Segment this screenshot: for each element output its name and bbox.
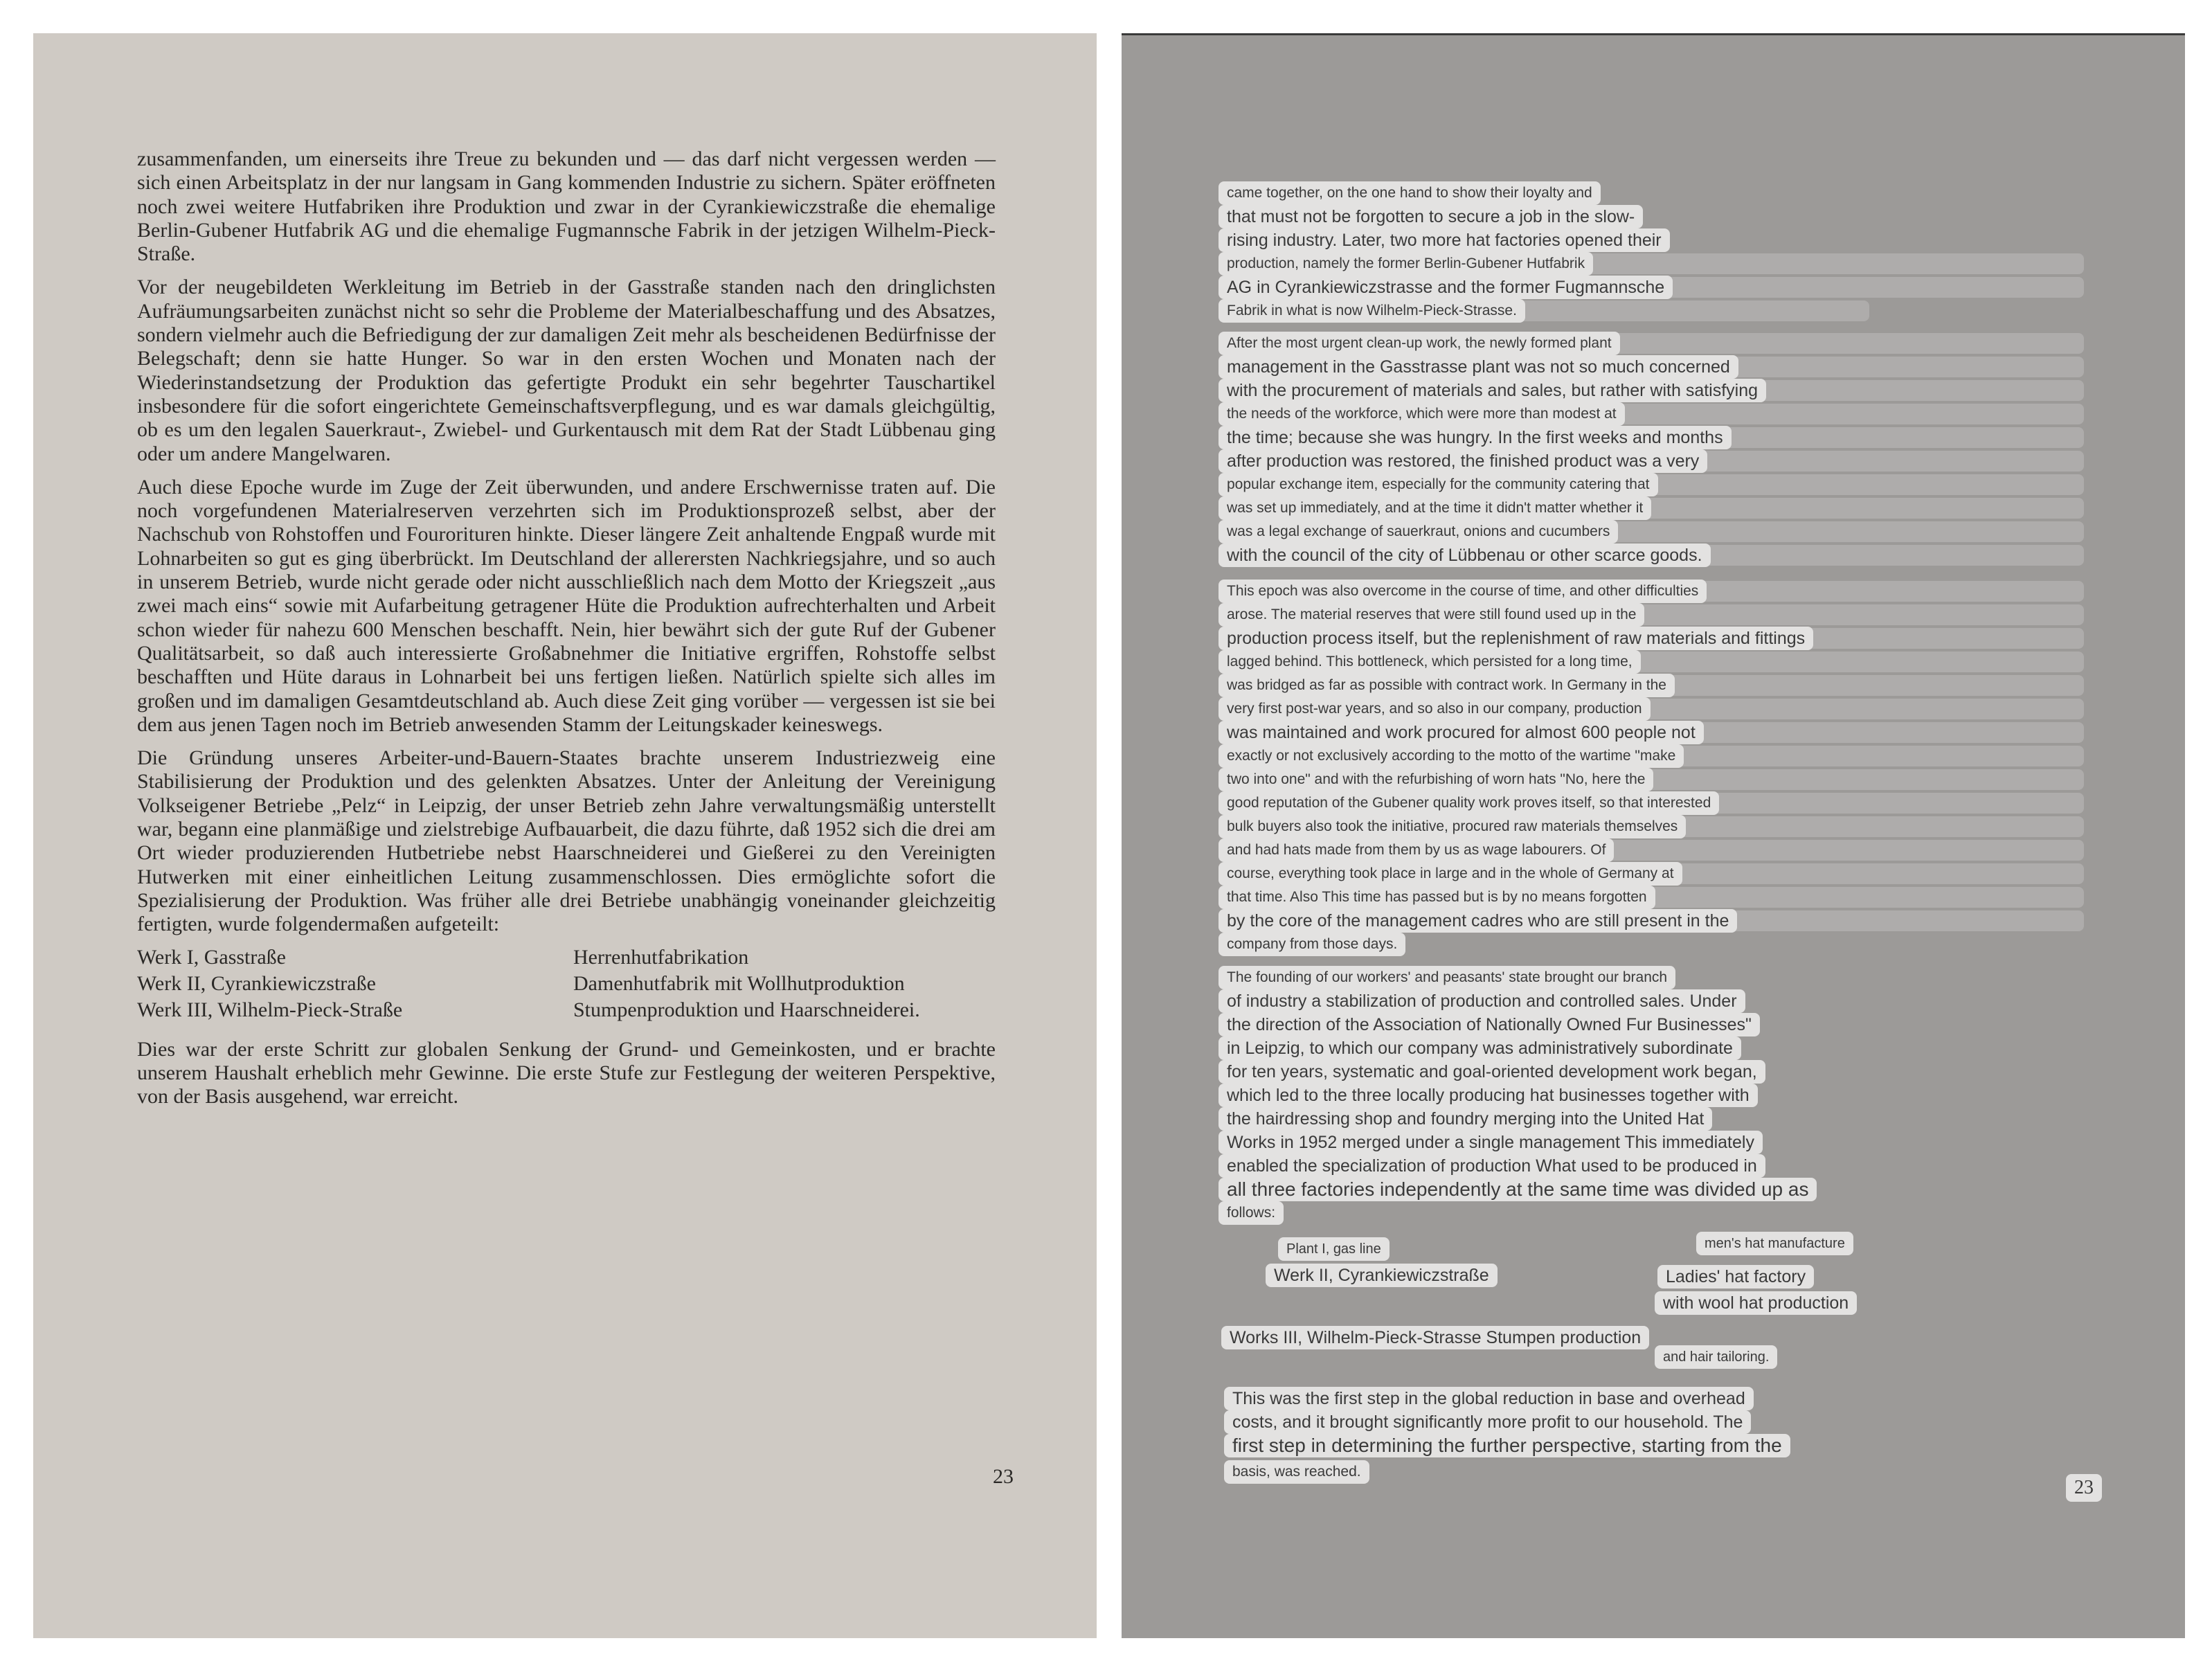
translated-line-text: very first post-war years, and so also in our company, production (1219, 697, 1651, 721)
translated-line-text: first step in determining the further perspective, starting from the (1224, 1434, 1790, 1457)
translated-english-page (1122, 33, 2185, 1638)
original-german-page (33, 33, 1097, 1638)
translation-closing (1122, 35, 2185, 1638)
translated-line-text: AG in Cyrankiewiczstrasse and the former Fugmannsche (1219, 276, 1673, 299)
translated-line-text: was a legal exchange of sauerkraut, onions and cucumbers (1219, 520, 1618, 544)
translated-line-text: of industry a stabilization of production and controlled sales. Under (1219, 989, 1745, 1013)
translated-line-text: course, everything took place in large and in the whole of Germany at (1219, 862, 1682, 886)
original-text-block (137, 147, 996, 1118)
page-number: 23 (2066, 1474, 2102, 1502)
translation-table-product: Ladies' hat factory (1657, 1265, 1814, 1289)
original-closing-paragraph: Dies war der erste Schritt zur globalen Senkung der Grund- und Gemeinkosten, und er brachte unserem Haushalt erheblich mehr Gewinne. Die erste Stufe zur Festlegung der weiteren Perspektive, von der Basis ausgehend, war erreicht. (137, 1037, 996, 1108)
original-paragraph: Auch diese Epoche wurde im Zuge der Zeit überwunden, und andere Erschwernisse traten auf. Die noch vorgefundenen Materialreserven verzehrten sich im Produktionsprozeß selbst, aber der Nachschub von Rohstoffen und Fourorituren hinkte. Dieser längere Zeit anhaltende Engpaß wurde mit Lohnarbeiten so gut es ging überbrückt. Im Deutschland der allerersten Nachkriegsjahre, und so auch in unserem Betrieb, wurde nicht gerade oder nicht ausschließlich nach dem Motto der Kriegszeit „aus zwei mach eins“ sowie mit Aufarbeitung getragener Hüte die Produktion aufrechterhalten und Arbeit schon wieder für nahezu 600 Menschen beschafft. Nein, hier bewährt sich der gute Ruf der Gubener Qualitätsarbeit, so daß auch interessierte Großabnehmer die Initiative ergriffen, Rohstoffe selbst beschafften und Hüte daraus in Lohnarbeit bei uns fertigen ließen. Natürlich spielte sich alles im großen und im damaligen Gesamtdeutschland ab. Auch diese Zeit ging vorüber — vergessen ist sie bei dem aus jenen Tagen noch im Betrieb anwesenden Stamm der Leitungskader keineswegs. (137, 475, 996, 736)
translated-line-text: in Leipzig, to which our company was administratively subordinate (1219, 1036, 1741, 1060)
translation-table-plant: Plant I, gas line (1278, 1237, 1390, 1261)
translated-line-text: This epoch was also overcome in the course of time, and other difficulties (1219, 580, 1707, 603)
translated-line-text: was bridged as far as possible with contract work. In Germany in the (1219, 674, 1675, 697)
translated-line-text: company from those days. (1219, 933, 1405, 956)
translated-line-text: basis, was reached. (1224, 1460, 1369, 1484)
translated-line-text: that must not be forgotten to secure a job in the slow- (1219, 205, 1643, 228)
translated-line-text: exactly or not exclusively according to the motto of the wartime "make (1219, 744, 1684, 768)
werk-row (137, 973, 996, 999)
translated-line-text: enabled the specialization of production What used to be produced in (1219, 1154, 1765, 1178)
translated-line-text: all three factories independently at the same time was divided up as (1219, 1178, 1817, 1201)
translated-line-text: the time; because she was hungry. In the first weeks and months (1219, 426, 1732, 449)
translated-line-text: by the core of the management cadres who are still present in the (1219, 909, 1737, 933)
translation-table-plant: Werk II, Cyrankiewiczstraße (1266, 1264, 1498, 1287)
translated-line-text: After the most urgent clean-up work, the newly formed plant (1219, 332, 1620, 355)
translated-line-text: the needs of the workforce, which were more than modest at (1219, 402, 1625, 426)
translated-line-text: follows: (1219, 1201, 1284, 1225)
werk-name: Werk III, Wilhelm-Pieck-Straße (137, 998, 403, 1021)
translated-line-text: popular exchange item, especially for the community catering that (1219, 473, 1658, 496)
original-paragraph: zusammenfanden, um einerseits ihre Treue zu bekunden und — das darf nicht vergessen werden — sich einen Arbeitsplatz in der nur langsam in Gang kommenden Industrie zu sichern. Später eröffneten noch zwei weitere Hutfabriken ihre Produktion und zwar in der Cyrankiewiczstraße die ehemalige Berlin-Gubener Hutfabrik AG und die ehemalige Fugmannsche Fabrik in der jetzigen Wilhelm-Pieck-Straße. (137, 147, 996, 266)
translated-line-text: Fabrik in what is now Wilhelm-Pieck-Strasse. (1219, 299, 1525, 323)
translated-line-text: good reputation of the Gubener quality work proves itself, so that interested (1219, 791, 1719, 815)
translated-line-text: the hairdressing shop and foundry merging into the United Hat (1219, 1107, 1712, 1131)
translated-line-text: after production was restored, the finished product was a very (1219, 449, 1707, 473)
werk-table (137, 946, 996, 1025)
translated-line-text: arose. The material reserves that were still found used up in the (1219, 603, 1644, 627)
werk-name: Werk II, Cyrankiewiczstraße (137, 971, 376, 995)
translated-line-text: The founding of our workers' and peasants' state brought our branch (1219, 966, 1675, 989)
werk-row (137, 999, 996, 1025)
translated-line-text: lagged behind. This bottleneck, which persisted for a long time, (1219, 650, 1641, 674)
translation-table-product: and hair tailoring. (1655, 1345, 1777, 1369)
translated-line-text: production, namely the former Berlin-Gubener Hutfabrik (1219, 252, 1593, 276)
translated-line-text: with the procurement of materials and sales, but rather with satisfying (1219, 379, 1766, 402)
translated-line-text: with the council of the city of Lübbenau or other scarce goods. (1219, 544, 1711, 567)
translated-line-text: which led to the three locally producing hat businesses together with (1219, 1084, 1758, 1107)
translated-line-text: costs, and it brought significantly more profit to our household. The (1224, 1410, 1751, 1434)
translated-line-text: bulk buyers also took the initiative, procured raw materials themselves (1219, 815, 1686, 838)
translation-table-plant: Works III, Wilhelm-Pieck-Strasse Stumpen production (1221, 1326, 1649, 1349)
original-paragraph: Vor der neugebildeten Werkleitung im Betrieb in der Gasstraße standen nach den dringlichsten Aufräumungsarbeiten zunächst nicht so sehr die Probleme der Materialbeschaffung und des Absatzes, sondern vielmehr auch die Befriedigung der zur damaligen Zeit mehr als bescheidenen Bedürfnisse der Belegschaft; denn sie hatte Hunger. So war in den ersten Wochen und Monaten nach der Wiederinstandsetzung der Produktion das gefertigte Produkt ein sehr begehrter Tauschartikel insbesondere für die sofort eingerichtete Gemeinschaftsverpflegung, und es war damals gleichgültig, ob es um den legalen Sauerkraut-, Zwiebel- und Gurkentausch mit dem Rat der Stadt Lübbenau ging oder um andere Mangelwaren. (137, 276, 996, 465)
werk-product: Stumpenproduktion und Haarschneiderei. (573, 998, 920, 1021)
werk-name: Werk I, Gasstraße (137, 945, 286, 969)
original-paragraph: Die Gründung unseres Arbeiter-und-Bauern-Staates brachte unserem Industriezweig eine Stabilisierung der Produktion und des gelenkten Absatzes. Unter der Anleitung der Vereinigung Volkseigener Betriebe „Pelz“ in Leipzig, der unser Betrieb zehn Jahre verwaltungsmäßig unterstellt war, begann eine planmäßige und zielstrebige Aufbauarbeit, die dazu führte, daß 1952 sich die drei am Ort wieder produzierenden Hutbetriebe nebst Haarschneiderei und Gießerei zu den Vereinigten Hutwerken mit einer einheitlichen Leitung zusammenschlossen. Dies ermöglichte sofort die Spezialisierung der Produktion. Was früher alle drei Betriebe unabhängig voneinander gleichzeitig fertigten, wurde folgendermaßen aufgeteilt: (137, 746, 996, 936)
translated-line-text: This was the first step in the global reduction in base and overhead (1224, 1387, 1754, 1410)
translated-line-text: was maintained and work procured for almost 600 people not (1219, 721, 1704, 744)
translated-line-text: rising industry. Later, two more hat factories opened their (1219, 228, 1670, 252)
werk-product: Damenhutfabrik mit Wollhutproduktion (573, 971, 905, 995)
translated-line-text: production process itself, but the replenishment of raw materials and fittings (1219, 627, 1813, 650)
translated-line-text: was set up immediately, and at the time it didn't matter whether it (1219, 496, 1651, 520)
translated-line-text: two into one" and with the refurbishing of worn hats "No, here the (1219, 768, 1653, 791)
translated-line-text: management in the Gasstrasse plant was not so much concerned (1219, 355, 1738, 379)
werk-product: Herrenhutfabrikation (573, 945, 749, 969)
translated-line-text: that time. Also This time has passed but is by no means forgotten (1219, 886, 1655, 909)
translated-line-text: for ten years, systematic and goal-oriented development work began, (1219, 1060, 1765, 1084)
page-number: 23 (993, 1465, 1014, 1488)
translated-line-text: came together, on the one hand to show their loyalty and (1219, 181, 1601, 205)
translated-line-text: the direction of the Association of Nationally Owned Fur Businesses" (1219, 1013, 1760, 1036)
translation-table-product: with wool hat production (1655, 1291, 1857, 1315)
translated-line-text: Works in 1952 merged under a single management This immediately (1219, 1131, 1763, 1154)
werk-row (137, 946, 996, 973)
translation-table-product: men's hat manufacture (1696, 1232, 1853, 1255)
translated-line-text: and had hats made from them by us as wage labourers. Of (1219, 838, 1614, 862)
